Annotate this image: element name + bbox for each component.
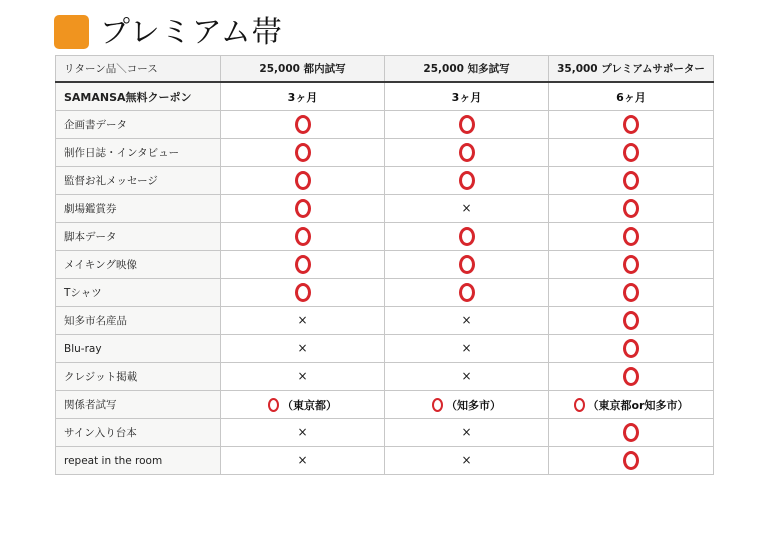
table-row bbox=[56, 82, 714, 111]
circle-mark-icon bbox=[459, 255, 475, 274]
circle-mark-icon bbox=[623, 339, 639, 358]
x-mark-icon: × bbox=[297, 425, 308, 439]
table-cell bbox=[549, 251, 714, 279]
circle-mark-icon bbox=[459, 283, 475, 302]
row-label: サイン入り台本 bbox=[56, 419, 221, 447]
table-cell bbox=[549, 307, 714, 335]
table-cell bbox=[549, 223, 714, 251]
circle-mark-icon bbox=[623, 367, 639, 386]
row-label: 関係者試写 bbox=[56, 391, 221, 419]
x-mark-icon: × bbox=[461, 313, 472, 327]
header-row bbox=[56, 56, 714, 83]
table-row bbox=[56, 195, 714, 223]
circle-mark-icon bbox=[574, 398, 585, 412]
circle-mark-icon bbox=[295, 143, 311, 162]
circle-mark-icon bbox=[623, 227, 639, 246]
duration-text: 3ヶ月 bbox=[287, 90, 318, 104]
table-row bbox=[56, 307, 714, 335]
row-label: 制作日誌・インタビュー bbox=[56, 139, 221, 167]
x-mark-icon: × bbox=[461, 453, 472, 467]
table-row bbox=[56, 363, 714, 391]
table-cell bbox=[221, 82, 385, 111]
column-header-0: 25,000 都内試写 bbox=[221, 56, 385, 83]
circle-mark-icon bbox=[623, 283, 639, 302]
x-mark-icon: × bbox=[297, 313, 308, 327]
table-cell bbox=[549, 419, 714, 447]
row-label: 脚本データ bbox=[56, 223, 221, 251]
table-cell bbox=[549, 447, 714, 475]
row-label: repeat in the room bbox=[56, 447, 221, 475]
x-mark-icon: × bbox=[461, 341, 472, 355]
circle-mark-icon bbox=[295, 255, 311, 274]
circle-mark-icon bbox=[623, 199, 639, 218]
table-cell bbox=[221, 391, 385, 419]
circle-mark-icon bbox=[623, 423, 639, 442]
table-row bbox=[56, 139, 714, 167]
table-cell bbox=[385, 391, 549, 419]
table-cell bbox=[221, 419, 385, 447]
circle-mark-icon bbox=[623, 115, 639, 134]
table-cell bbox=[221, 195, 385, 223]
page-title bbox=[54, 15, 283, 49]
comparison-table bbox=[55, 55, 714, 475]
x-mark-icon: × bbox=[297, 369, 308, 383]
page-title-text: プレミアム帯 bbox=[100, 15, 283, 50]
duration-text: 3ヶ月 bbox=[451, 90, 482, 104]
row-label: 劇場鑑賞券 bbox=[56, 195, 221, 223]
column-header-1: 25,000 知多試写 bbox=[385, 56, 549, 83]
x-mark-icon: × bbox=[461, 369, 472, 383]
table-cell bbox=[221, 307, 385, 335]
table-cell bbox=[385, 447, 549, 475]
circle-mark-icon bbox=[295, 283, 311, 302]
circle-mark-icon bbox=[295, 227, 311, 246]
table-cell bbox=[385, 223, 549, 251]
table-row bbox=[56, 419, 714, 447]
table-header bbox=[56, 56, 714, 83]
circle-mark-icon bbox=[623, 171, 639, 190]
row-label: 監督お礼メッセージ bbox=[56, 167, 221, 195]
table-cell bbox=[221, 335, 385, 363]
table-cell bbox=[221, 363, 385, 391]
table-cell bbox=[549, 195, 714, 223]
circle-mark-icon bbox=[459, 115, 475, 134]
row-label: 企画書データ bbox=[56, 111, 221, 139]
table-cell bbox=[385, 82, 549, 111]
table-body bbox=[56, 82, 714, 475]
table-cell bbox=[221, 111, 385, 139]
table-cell bbox=[385, 307, 549, 335]
x-mark-icon: × bbox=[461, 425, 472, 439]
table-row bbox=[56, 279, 714, 307]
title-accent-square-icon bbox=[54, 15, 89, 49]
table-cell bbox=[549, 391, 714, 419]
circle-mark-icon bbox=[623, 451, 639, 470]
table-row bbox=[56, 223, 714, 251]
circle-mark-icon bbox=[295, 115, 311, 134]
duration-text: 6ヶ月 bbox=[616, 90, 646, 104]
row-label: メイキング映像 bbox=[56, 251, 221, 279]
table-cell bbox=[549, 363, 714, 391]
table-cell bbox=[385, 279, 549, 307]
table-cell bbox=[221, 223, 385, 251]
table-row bbox=[56, 167, 714, 195]
x-mark-icon: × bbox=[297, 453, 308, 467]
table-cell bbox=[549, 167, 714, 195]
circle-mark-icon bbox=[459, 227, 475, 246]
cell-note: （東京都or知多市） bbox=[587, 398, 689, 412]
row-label: 知多市名産品 bbox=[56, 307, 221, 335]
table-cell bbox=[385, 335, 549, 363]
corner-label: リターン品＼コース bbox=[56, 56, 221, 83]
table-cell bbox=[385, 195, 549, 223]
circle-mark-icon bbox=[295, 171, 311, 190]
table-cell bbox=[385, 251, 549, 279]
row-label: クレジット掲載 bbox=[56, 363, 221, 391]
table-row bbox=[56, 335, 714, 363]
table-cell bbox=[385, 139, 549, 167]
table-cell bbox=[221, 167, 385, 195]
circle-mark-icon bbox=[459, 171, 475, 190]
table-cell bbox=[221, 279, 385, 307]
circle-mark-icon bbox=[623, 255, 639, 274]
table-cell bbox=[549, 111, 714, 139]
table-row bbox=[56, 391, 714, 419]
table-cell bbox=[385, 419, 549, 447]
table-cell bbox=[549, 279, 714, 307]
table-row bbox=[56, 251, 714, 279]
x-mark-icon: × bbox=[297, 341, 308, 355]
cell-note: （知多市） bbox=[446, 398, 501, 412]
table-cell bbox=[221, 447, 385, 475]
table-cell bbox=[549, 82, 714, 111]
circle-mark-icon bbox=[459, 143, 475, 162]
table-cell bbox=[221, 139, 385, 167]
circle-mark-icon bbox=[268, 398, 279, 412]
table-cell bbox=[549, 335, 714, 363]
table-cell bbox=[385, 111, 549, 139]
table-cell bbox=[385, 167, 549, 195]
circle-mark-icon bbox=[295, 199, 311, 218]
x-mark-icon: × bbox=[461, 201, 472, 215]
row-label: Blu-ray bbox=[56, 335, 221, 363]
cell-note: （東京都） bbox=[282, 398, 337, 412]
row-label: SAMANSA無料クーポン bbox=[56, 82, 221, 111]
circle-mark-icon bbox=[623, 311, 639, 330]
circle-mark-icon bbox=[623, 143, 639, 162]
row-label: Tシャツ bbox=[56, 279, 221, 307]
table-row bbox=[56, 447, 714, 475]
column-header-2: 35,000 プレミアムサポーター bbox=[549, 56, 714, 83]
circle-mark-icon bbox=[432, 398, 443, 412]
table-cell bbox=[221, 251, 385, 279]
table-row bbox=[56, 111, 714, 139]
table-cell bbox=[385, 363, 549, 391]
table-cell bbox=[549, 139, 714, 167]
